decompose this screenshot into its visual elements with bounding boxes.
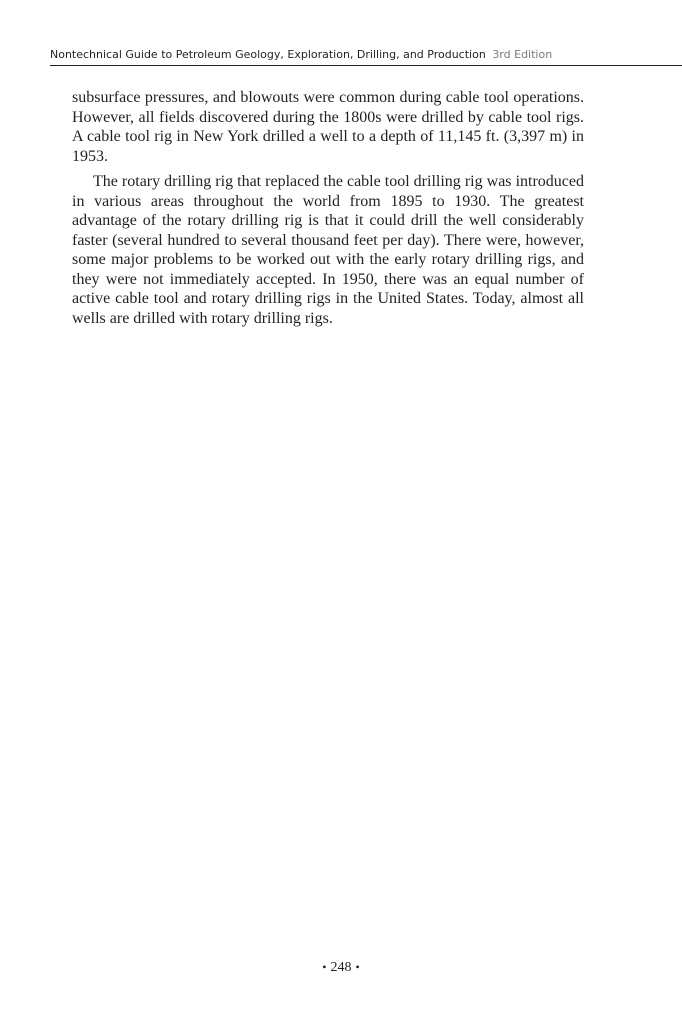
page-number: 248 xyxy=(330,960,352,975)
paragraph-continued: subsurface pressures, and blowouts were common during cable tool operations. However, all fields discovered during the 1800s were drilled by cable tool rigs. A cable tool rig in New York drilled a well to a depth of 11,145 ft. (3,397 m) in 1953. xyxy=(72,89,584,165)
folio-ornament-right: • xyxy=(355,960,360,974)
edition-label: 3rd Edition xyxy=(492,48,553,61)
running-header xyxy=(50,47,682,66)
book-title: Nontechnical Guide to Petroleum Geology, Exploration, Drilling, and Production xyxy=(50,48,486,61)
paragraph-rotary-rig: The rotary drilling rig that replaced the cable tool drilling rig was introduced in various areas throughout the world from 1895 to 1930. The greatest advantage of the rotary drilling rig is that it could drill the well considerably faster (several hundred to several thousand feet per day). There were, however, some major problems to be worked out with the early rotary drilling rigs, and they were not immediately accepted. In 1950, there was an equal number of active cable tool and rotary drilling rigs in the United States. Today, almost all wells are drilled with rotary drilling rigs. xyxy=(72,173,584,327)
folio-ornament-left: • xyxy=(322,960,327,974)
body-text xyxy=(72,88,584,334)
page-folio xyxy=(0,958,682,977)
